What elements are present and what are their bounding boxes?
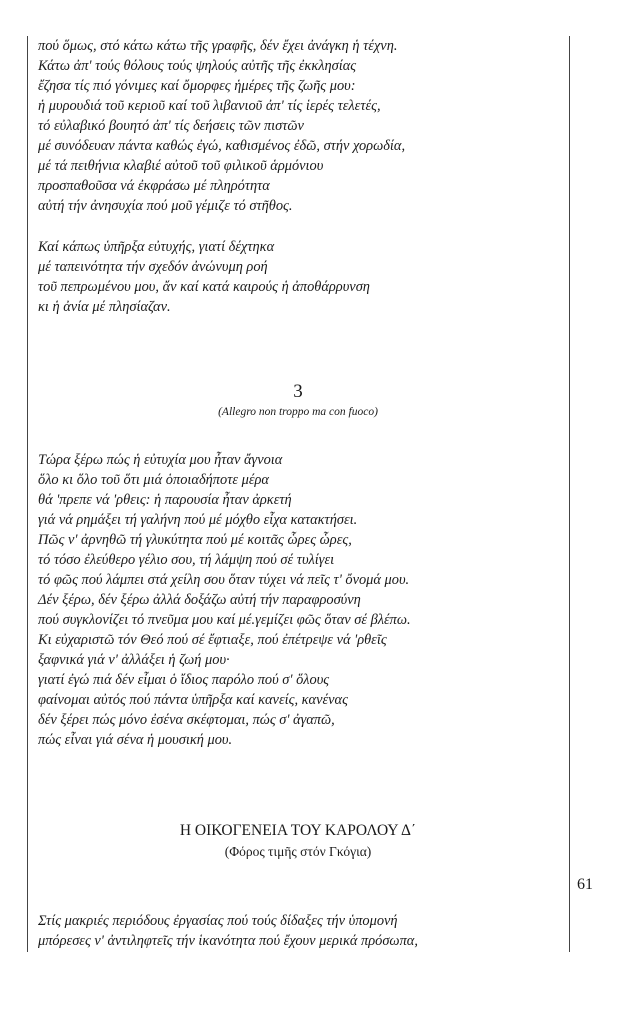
verse-line: Κάτω ἀπ' τούς θόλους τούς ψηλούς αὐτῆς τῆς ἐκκλησίας <box>38 58 357 74</box>
verse-line: ξαφνικά γιά ν' ἀλλάξει ἡ ζωή μου· <box>38 652 230 668</box>
verse-line: θά 'πρεπε νά 'ρθεις: ἡ παρουσία ἦταν ἀρκετή <box>38 492 292 508</box>
poem-subtitle: (Φόρος τιμῆς στόν Γκόγια) <box>224 844 372 859</box>
verse-line: Πῶς ν' ἀρνηθῶ τή γλυκύτητα πού μέ κοιτᾶς ὧρες ὧρες, <box>38 532 352 548</box>
verse-line: μέ ταπεινότητα τήν σχεδόν ἀνώνυμη ροή <box>38 259 268 275</box>
verse-line: μέ συνόδευαν πάντα καθώς ἐγώ, καθισμένος ἐδῶ, στήν χορωδία, <box>38 138 406 154</box>
verse-line: δέν ξέρει πώς μόνο ἐσένα σκέφτομαι, πώς σ' ἀγαπῶ, <box>38 712 335 728</box>
verse-line: Δέν ξέρω, δέν ξέρω ἀλλά δοξάζω αὐτή τήν παραφροσύνη <box>38 592 361 608</box>
page-number: 61 <box>577 876 593 893</box>
verse-line: προσπαθοῦσα νά ἐκφράσω μέ πληρότητα <box>38 178 270 194</box>
verse-line: Καί κάπως ὑπῆρξα εὐτυχής, γιατί δέχτηκα <box>38 239 275 255</box>
right-margin-rule <box>569 36 570 952</box>
verse-line: τό εὐλαβικό βουητό ἀπ' τίς δεήσεις τῶν πιστῶν <box>38 118 304 134</box>
verse-line: μέ τά πειθήνια κλαβιέ αὐτοῦ τοῦ φιλικοῦ ἁρμόνιου <box>38 158 324 174</box>
verse-line: κι ἡ ἀνία μέ πλησίαζαν. <box>38 299 171 315</box>
verse-line: Τώρα ξέρω πώς ἡ εὐτυχία μου ἦταν ἄγνοια <box>38 452 283 468</box>
verse-line: γιατί ἐγώ πιά δέν εἶμαι ὁ ἴδιος παρόλο πού σ' ὅλους <box>38 672 330 688</box>
section-number: 3 <box>293 381 303 402</box>
verse-line: τό τόσο ἐλεύθερο γέλιο σου, τή λάμψη πού σέ τυλίγει <box>38 552 335 568</box>
verse-line: Στίς μακριές περιόδους ἐργασίας πού τούς δίδαξες τήν ὑπομονή <box>38 913 398 929</box>
verse-line: τοῦ πεπρωμένου μου, ἄν καί κατά καιρούς ἡ ἀποθάρρυνση <box>38 279 370 295</box>
verse-line: αὐτή τήν ἀνησυχία πού μοῦ γέμιζε τό στῆθος. <box>38 198 293 214</box>
verse-line: πού ὅμως, στό κάτω κάτω τῆς γραφῆς, δέν ἔχει ἀνάγκη ἡ τέχνη. <box>38 38 398 54</box>
verse-line: ἔζησα τίς πιό γόνιμες καί ὄμορφες ἡμέρες τῆς ζωῆς μου: <box>38 78 356 94</box>
tempo-marking: (Allegro non troppo ma con fuoco) <box>218 406 378 418</box>
verse-line: πώς εἶναι γιά σένα ἡ μουσική μου. <box>38 732 233 748</box>
verse-line: φαίνομαι αὐτός πού πάντα ὑπῆρξα καί κανείς, κανένας <box>38 692 348 708</box>
verse-line: πού συγκλονίζει τό πνεῦμα μου καί μέ.γεμίζει φῶς ὅταν σέ βλέπω. <box>38 612 411 628</box>
verse-line: Κι εὐχαριστῶ τόν Θεό πού σέ ἔφτιαξε, πού ἐπέτρεψε νά 'ρθεῖς <box>38 632 387 648</box>
verse-line: μπόρεσες ν' ἀντιληφτεῖς τήν ἱκανότητα πού ἔχουν μερικά πρόσωπα, <box>38 933 418 949</box>
verse-line: τό φῶς πού λάμπει στά χείλη σου ὅταν τύχει νά πεῖς τ' ὄνομά μου. <box>38 572 410 588</box>
verse-line: ἡ μυρουδιά τοῦ κεριοῦ καί τοῦ λιβανιοῦ ἀπ' τίς ἱερές τελετές, <box>38 98 381 114</box>
verse-line: ὅλο κι ὅλο τοῦ ὅτι μιά ὁποιαδήποτε μέρα <box>38 472 269 488</box>
poem-title: Η ΟΙΚΟΓΕΝΕΙΑ ΤΟΥ ΚΑΡΟΛΟΥ Δ΄ <box>179 822 417 839</box>
verse-line: γιά νά ρημάξει τή γαλήνη πού μέ μόχθο εἶχα κατακτήσει. <box>38 512 358 528</box>
left-margin-rule <box>27 36 28 952</box>
